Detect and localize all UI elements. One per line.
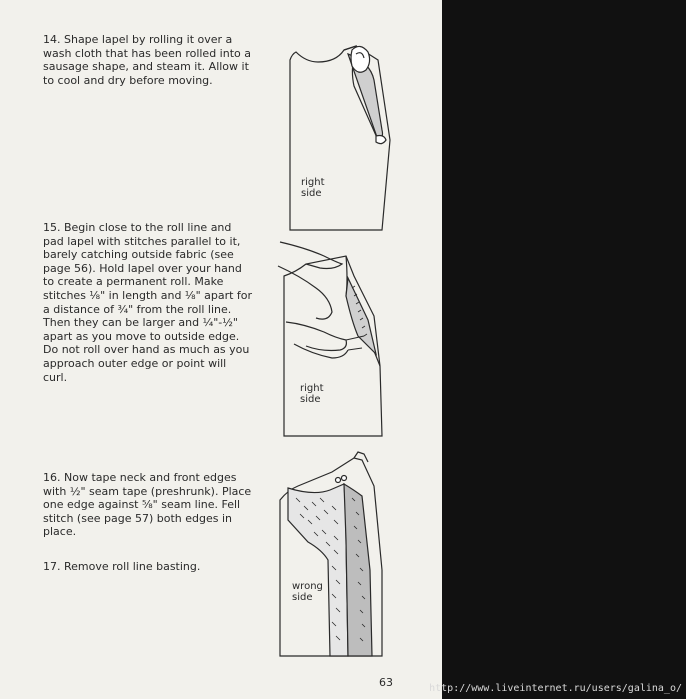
page-number: 63	[379, 676, 393, 689]
step-17-text: 17. Remove roll line basting.	[43, 560, 201, 573]
pad-stitch-illustration	[276, 236, 408, 442]
dark-background-panel	[442, 0, 686, 699]
figure-1-label: right side	[301, 177, 325, 199]
step-14-text: 14. Shape lapel by rolling it over a wash cloth that has been rolled into a sausage shape, and steam it. Allow it to cool and dry before moving.	[43, 33, 251, 87]
seam-tape-illustration	[274, 450, 414, 660]
figure-2-label: right side	[300, 383, 324, 405]
step-16-text: 16. Now tape neck and front edges with ½" seam tape (preshrunk). Place one edge against ⅝" seam line. Fell stitch (see page 57) both edges in place.	[43, 471, 252, 539]
figure-3-label: wrong side	[292, 581, 323, 603]
step-15-text: 15. Begin close to the roll line and pad lapel with stitches parallel to it, barely catching outside fabric (see page 56). Hold lapel over your hand to create a permanent roll. Make stitches ⅛" in length and ⅛" apart for a distance of ¾" from the roll line. Then they can be larger and ¼"-½" apart as you move to outside edge. Do not roll over hand as much as you approach outer edge or point will curl.	[43, 221, 253, 384]
lapel-roll-illustration	[278, 40, 410, 234]
watermark-url: http://www.liveinternet.ru/users/galina_o/	[429, 683, 682, 694]
